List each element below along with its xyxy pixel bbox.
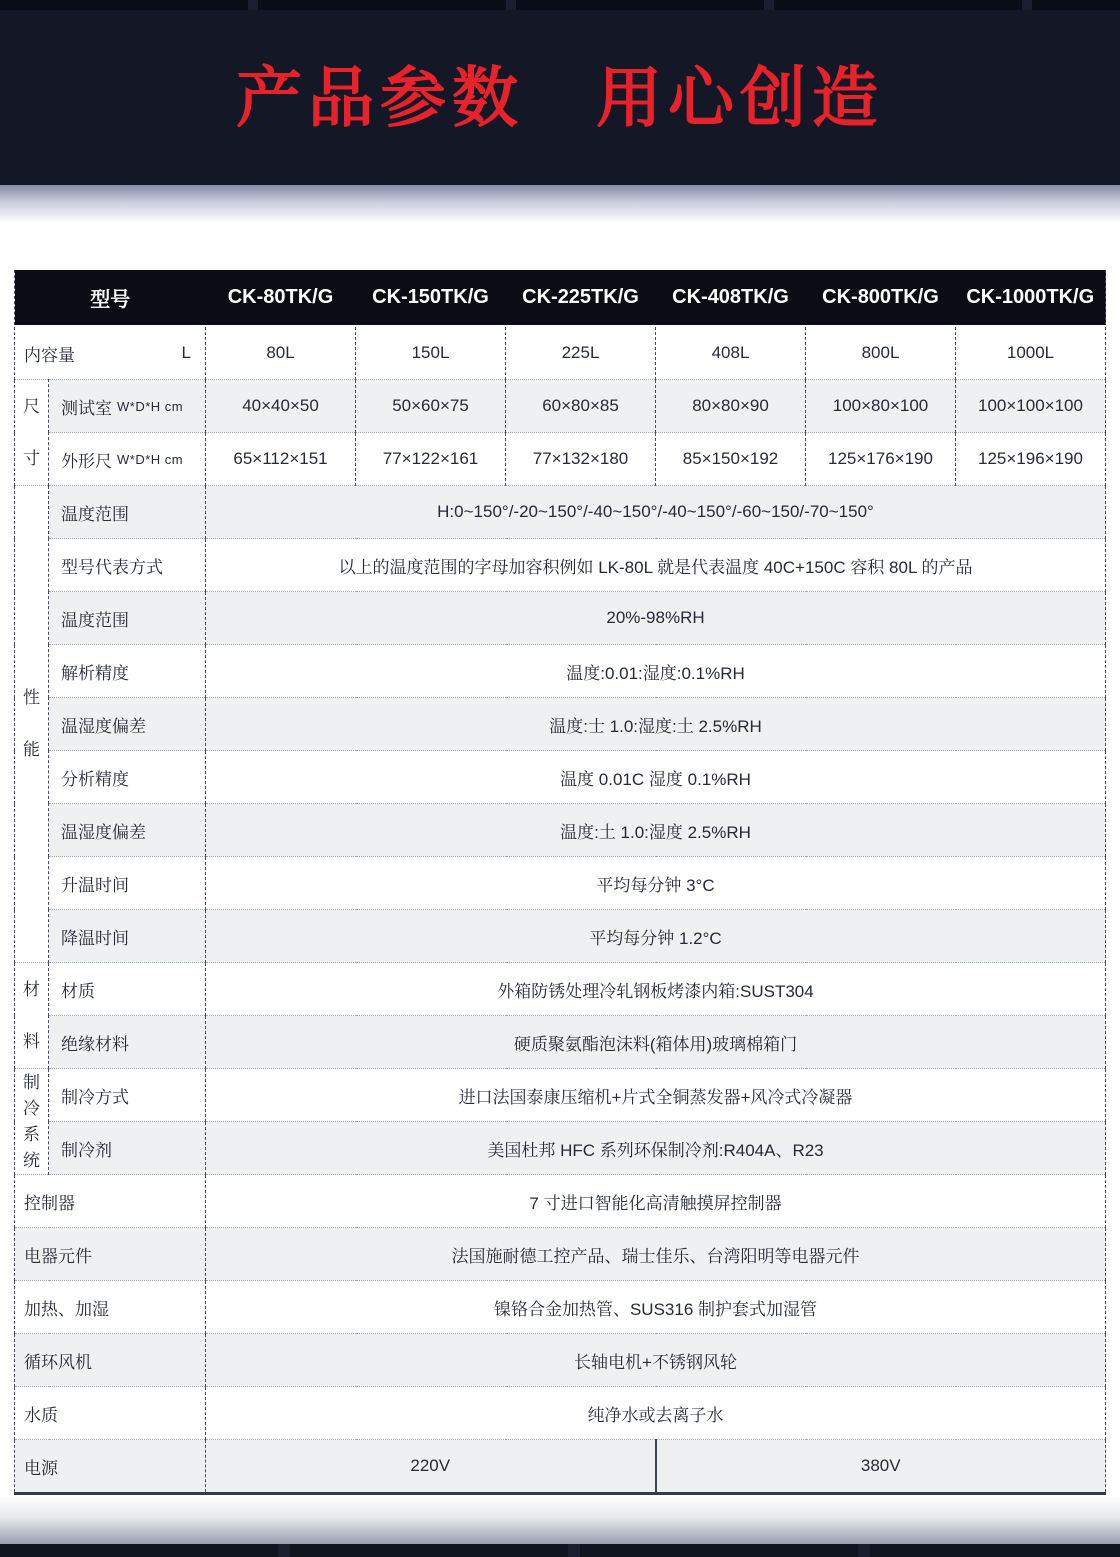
value-cell: 60×80×85 [506,380,656,433]
group-label-char: 寸 [23,448,40,468]
row-label [15,1387,206,1440]
row-label [49,1016,206,1069]
row-label-inner [49,924,205,949]
banner-title: 产品参数 用心创造 [236,60,884,135]
footer-bar [0,1544,1120,1557]
value-cell: 125×196×190 [956,433,1106,486]
row-label [49,486,206,539]
value-cell: 77×132×180 [506,433,656,486]
table-row [15,1016,1106,1069]
value-cell: 外箱防锈处理冷轧钢板烤漆内箱:SUST304 [206,963,1106,1016]
table-row [15,1334,1106,1387]
value-cell: 80×80×90 [656,380,806,433]
value-cell: 纯净水或去离子水 [206,1387,1106,1440]
row-label-text: 制冷剂 [61,1140,112,1160]
value-cell: 法国施耐德工控产品、瑞士佳乐、台湾阳明等电器元件 [206,1228,1106,1281]
row-label-sub: W*D*H cm [117,451,184,467]
model-column-header: 型号 [15,270,206,326]
row-label-text: 型号代表方式 [61,557,163,577]
row-label-text: 温度范围 [61,504,129,524]
value-cell: 77×122×161 [356,433,506,486]
table-row [15,963,1106,1016]
value-cell: 100×80×100 [806,380,956,433]
model-header-cell: CK-1000TK/G [956,270,1106,326]
table-row [15,804,1106,857]
table-row [15,857,1106,910]
row-label [49,645,206,698]
table-row [15,433,1106,486]
row-label [49,539,206,592]
value-cell-left: 220V [206,1440,656,1494]
group-label-char: 材 [23,979,40,999]
row-label-inner [49,606,205,631]
table-row [15,1175,1106,1228]
row-label [49,592,206,645]
row-label-inner [49,659,205,684]
table-row [15,1281,1106,1334]
group-label-char: 能 [23,740,40,759]
row-label-text: 分析精度 [61,769,129,789]
table-row [15,326,1106,380]
row-label-text: 解析精度 [61,663,129,683]
row-label-text: 降温时间 [61,928,129,948]
group-label-char: 统 [23,1150,40,1170]
row-label-inner [15,1348,205,1373]
row-label [49,804,206,857]
row-label-inner [49,500,205,525]
table-row [15,592,1106,645]
row-label [49,963,206,1016]
row-label-inner [15,1454,205,1479]
value-cell: 硬质聚氨酯泡沫料(箱体用)玻璃棉箱门 [206,1016,1106,1069]
row-label-text: 绝缘材料 [61,1034,129,1054]
value-cell: 100×100×100 [956,380,1106,433]
group-label-char: 冷 [23,1098,40,1118]
row-label [49,910,206,963]
row-label [49,698,206,751]
row-label [49,857,206,910]
value-cell: 40×40×50 [206,380,356,433]
value-cell: 20%-98%RH [206,592,1106,645]
value-cell: 125×176×190 [806,433,956,486]
row-label-inner [49,818,205,843]
group-label-char: 尺 [23,396,40,416]
row-label [15,326,206,380]
table-row [15,539,1106,592]
row-label-text: 升温时间 [61,875,129,895]
top-banner [0,0,1120,185]
row-label-inner [15,1401,205,1426]
table-row [15,1228,1106,1281]
row-label [49,380,206,433]
value-cell: 平均每分钟 3°C [206,857,1106,910]
footer-shadow [0,1496,1120,1544]
row-label [15,1334,206,1387]
row-label-text: 电源 [24,1458,58,1478]
value-cell: 镍铬合金加热管、SUS316 制护套式加湿管 [206,1281,1106,1334]
value-cell: 美国杜邦 HFC 系列环保制冷剂:R404A、R23 [206,1122,1106,1175]
group-label [15,380,49,486]
value-cell: 以上的温度范围的字母加容积例如 LK-80L 就是代表温度 40C+150C 容积 80L 的产品 [206,539,1106,592]
banner-shadow [0,185,1120,223]
value-cell: 800L [806,326,956,380]
model-header-cell: CK-225TK/G [506,270,656,326]
value-cell: 65×112×151 [206,433,356,486]
table-row [15,751,1106,804]
group-label [15,486,49,963]
value-cell: 50×60×75 [356,380,506,433]
row-label-inner [49,553,205,578]
row-label-text: 水质 [24,1405,58,1425]
spec-table [14,270,1106,1495]
value-cell: 225L [506,326,656,380]
value-cell: 温度:土 1.0:湿度 2.5%RH [206,804,1106,857]
row-label-text: 制冷方式 [61,1087,129,1107]
row-label-text: 内容量 [24,345,75,365]
row-label-sub: W*D*H cm [117,398,184,414]
row-label-text: 材质 [61,981,95,1001]
row-label-inner [49,1083,205,1108]
table-row [15,698,1106,751]
row-label-text: 循环风机 [24,1352,92,1372]
group-label-char: 制 [23,1072,40,1092]
row-label [15,1440,206,1494]
row-label [15,1281,206,1334]
row-label-text: 温湿度偏差 [61,716,146,736]
group-label-char: 系 [23,1124,40,1144]
table-row [15,486,1106,539]
value-cell: 150L [356,326,506,380]
value-cell: 408L [656,326,806,380]
value-cell: 平均每分钟 1.2°C [206,910,1106,963]
row-label-text: 温度范围 [61,610,129,630]
row-label-unit: L [181,343,191,362]
table-row [15,1069,1106,1122]
value-cell: H:0~150°/-20~150°/-40~150°/-40~150°/-60~150/-70~150° [206,486,1106,539]
row-label-text: 加热、加湿 [24,1299,109,1319]
table-row [15,1440,1106,1494]
row-label-inner [49,447,205,472]
model-header-cell: CK-80TK/G [206,270,356,326]
value-cell: 温度:士 1.0:湿度:土 2.5%RH [206,698,1106,751]
value-cell: 85×150×192 [656,433,806,486]
group-label [15,1069,49,1175]
row-label-inner [49,394,205,419]
model-header-cell: CK-150TK/G [356,270,506,326]
row-label [49,1122,206,1175]
group-label [15,963,49,1069]
value-cell: 1000L [956,326,1106,380]
value-cell-right: 380V [656,1440,1106,1494]
row-label-inner [49,977,205,1002]
table-row [15,1387,1106,1440]
row-label-inner [49,1030,205,1055]
value-cell: 80L [206,326,356,380]
table-row [15,1122,1106,1175]
row-label-inner [49,765,205,790]
value-cell: 7 寸进口智能化高清触摸屏控制器 [206,1175,1106,1228]
row-label [49,1069,206,1122]
row-label-inner [49,871,205,896]
row-label-text: 外形尺 [61,451,112,471]
row-label [15,1228,206,1281]
group-label-char: 性 [23,688,40,707]
table-row [15,910,1106,963]
row-label-text: 测试室 [61,398,112,418]
row-label-inner [15,1295,205,1320]
row-label-text: 温湿度偏差 [61,822,146,842]
row-label-text: 电器元件 [24,1246,92,1266]
row-label [15,1175,206,1228]
row-label [49,751,206,804]
row-label-inner [49,1136,205,1161]
table-row [15,645,1106,698]
table-row [15,380,1106,433]
table-header-row [15,270,1106,326]
value-cell: 进口法国泰康压缩机+片式全铜蒸发器+风冷式冷凝器 [206,1069,1106,1122]
row-label-inner [15,341,205,366]
model-header-cell: CK-800TK/G [806,270,956,326]
value-cell: 温度 0.01C 湿度 0.1%RH [206,751,1106,804]
value-cell: 温度:0.01:湿度:0.1%RH [206,645,1106,698]
value-cell: 长轴电机+不锈钢风轮 [206,1334,1106,1387]
model-header-cell: CK-408TK/G [656,270,806,326]
row-label-inner [15,1189,205,1214]
row-label [49,433,206,486]
row-label-inner [49,712,205,737]
row-label-inner [15,1242,205,1267]
group-label-char: 料 [23,1031,40,1051]
row-label-text: 控制器 [24,1193,75,1213]
